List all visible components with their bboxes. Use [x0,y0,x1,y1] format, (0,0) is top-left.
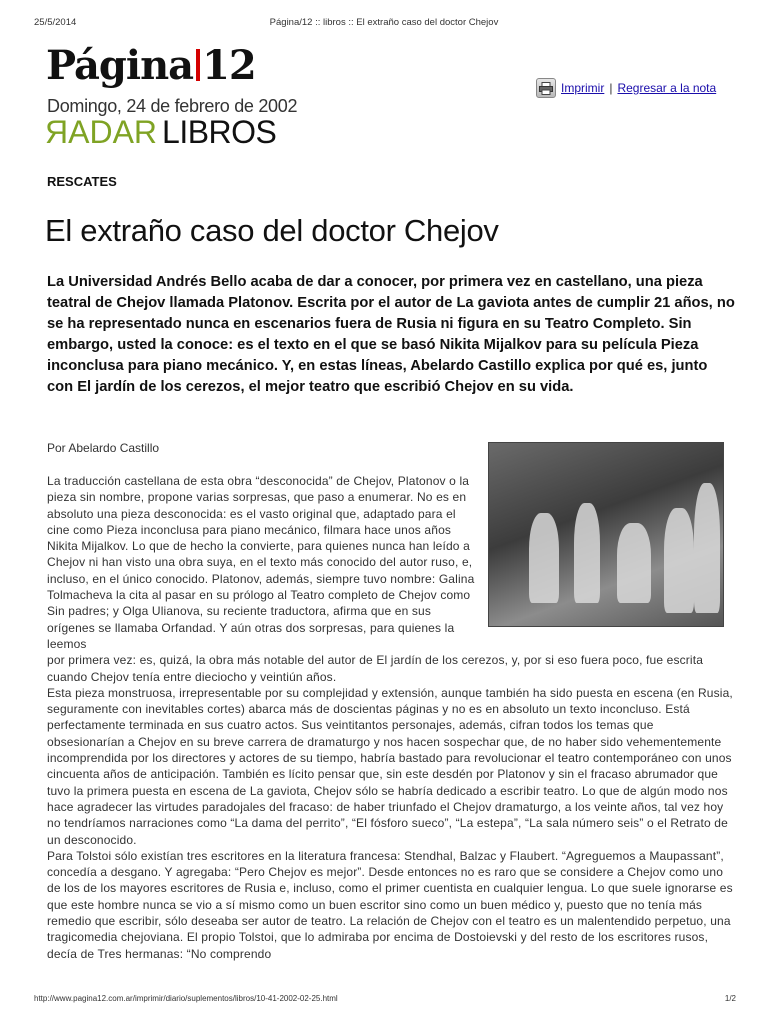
article-kicker: RESCATES [47,174,117,189]
print-date: 25/5/2014 [34,17,77,28]
article-headline: El extraño caso del doctor Chejov [45,213,499,248]
logo-bar [196,49,200,81]
body-paragraph-3: Para Tolstoi sólo existían tres escritores en la literatura francesa: Stendhal, Balzac y Flaubert. “Agreguemos a Maupassant”, concedía a desgano. Y agregaba: “Pero Chejov es mejor”. Desde entonces no es raro que se considere a Chejov como uno de los de los mayores escritores de Rusia e, incluso, como el primer cuentista en cualquier lengua. Lo que suele ignorarse es que este hombre nunca se vio a sí mismo como un buen escritor sino como un buen médico y, puesto que no tenía más remedio que escribir, sólo deseaba ser autor de teatro. La relación de Chejov con el teatro es un malentendido perpetuo, una tragicomedia chejoviana. El propio Tolstoi, que lo admiraba por encima de Dostoievski y del resto de los escritores rusos, decía de Tres hermanas: “No comprendo [47,848,733,961]
logo-text: Página [46,42,194,89]
body-paragraph-1a: La traducción castellana de esta obra “desconocida” de Chejov, Platonov o la pieza sin nombre, propone varias sorpresas, que paso a enumerar. No es en absoluto una pieza desconocida: es el vasto original que, adaptado para el cine como Pieza inconclusa para piano mecánico, filmara hace unos años Nikita Mijalkov. Lo que de hecho la convierte, para quienes nunca han leído a Chejov ni han visto una obra suya, en el texto más conocido del autor ruso, e, incluso, en el único conocido. Platonov, además, siempre tuvo nombre: Galina Tolmacheva la cita al pasar en su prólogo al Teatro completo de Chejov como Sin padres; y Olga Ulianova, su reciente traductora, afirma que en sus orígenes se llamaba Orfandad. Y aún otras dos sorpresas, para quienes la leemos [47,474,475,651]
printer-icon[interactable] [536,78,556,98]
print-header [0,17,768,33]
edition-date: Domingo, 24 de febrero de 2002 [47,96,298,116]
radar-wordmark: RADAR [45,114,158,150]
body-paragraph-2: Esta pieza monstruosa, irrepresentable por su complejidad y extensión, aunque también ha sido puesta en escena (en Rusia, seguramente con inevitables cortes) abarca más de doscientas páginas y no es en absoluto un texto inconcluso. Está perfectamente terminada en sus cuatro actos. Sus veintitantos personajes, además, cifran todos los temas que obsesionarían a Chejov en su breve carrera de dramaturgo y nos hacen sospechar que, de no haber sido vehementemente incomprendida por los directores y actores de su tiempo, habría bastado para revolucionar el teatro contemporáneo con unos cincuenta años de anticipación. También es lícito pensar que, sin este desdén por Platonov y sin el fracaso abrumador que tuvo la primera puesta en escena de La gaviota, Chejov sólo se habría dedicado a escribir teatro. Lo que de algún modo nos hace agradecer las virtudes paradojales del fracaso: de haber triunfado el Chejov dramaturgo, a los veinte años, tal vez hoy no tendríamos narraciones como “La dama del perrito”, “El fósforo sueco”, “La estepa”, “La sala número seis” o el Retrato de un desconocido. [47,685,733,847]
libros-wordmark: LIBROS [162,114,277,150]
radar-rest: ADAR [68,114,158,150]
pagina12-logo [46,44,256,88]
logo-number: 12 [202,42,256,89]
radar-libros-logo [45,114,276,150]
print-link[interactable]: Imprimir [561,81,605,95]
back-to-article-link[interactable]: Regresar a la nota [617,81,717,95]
print-url: http://www.pagina12.com.ar/imprimir/diario/suplementos/libros/10-41-2002-02-25.html [34,994,338,1003]
article-lead: La Universidad Andrés Bello acaba de dar a conocer, por primera vez en castellano, una pieza teatral de Chejov llamada Platonov. Escrita por el autor de La gaviota antes de cumplir 21 años, no se ha representado nunca en escenarios fuera de Rusia ni figura en su Teatro Completo. Sin embargo, usted la conoce: es el texto en el que se basó Nikita Mijalkov para su película Pieza inconclusa para piano mecánico. Y, en estas líneas, Abelardo Castillo explica por qué es, junto con El jardín de los cerezos, el mejor teatro que escribió Chejov en su vida. [47,274,735,395]
page-number: 1/2 [724,994,736,1003]
article-actions [536,78,716,98]
actions-separator: | [609,81,613,95]
article-byline: Por Abelardo Castillo [47,441,160,455]
article-body [47,473,733,962]
body-paragraph-1b: por primera vez: es, quizá, la obra más notable del autor de El jardín de los cerezos, y, por si eso fuera poco, fue escrita cuando Chejov tenía entre dieciocho y veintiún años. [47,653,704,684]
print-title: Página/12 :: libros :: El extraño caso del doctor Chejov [269,17,499,28]
